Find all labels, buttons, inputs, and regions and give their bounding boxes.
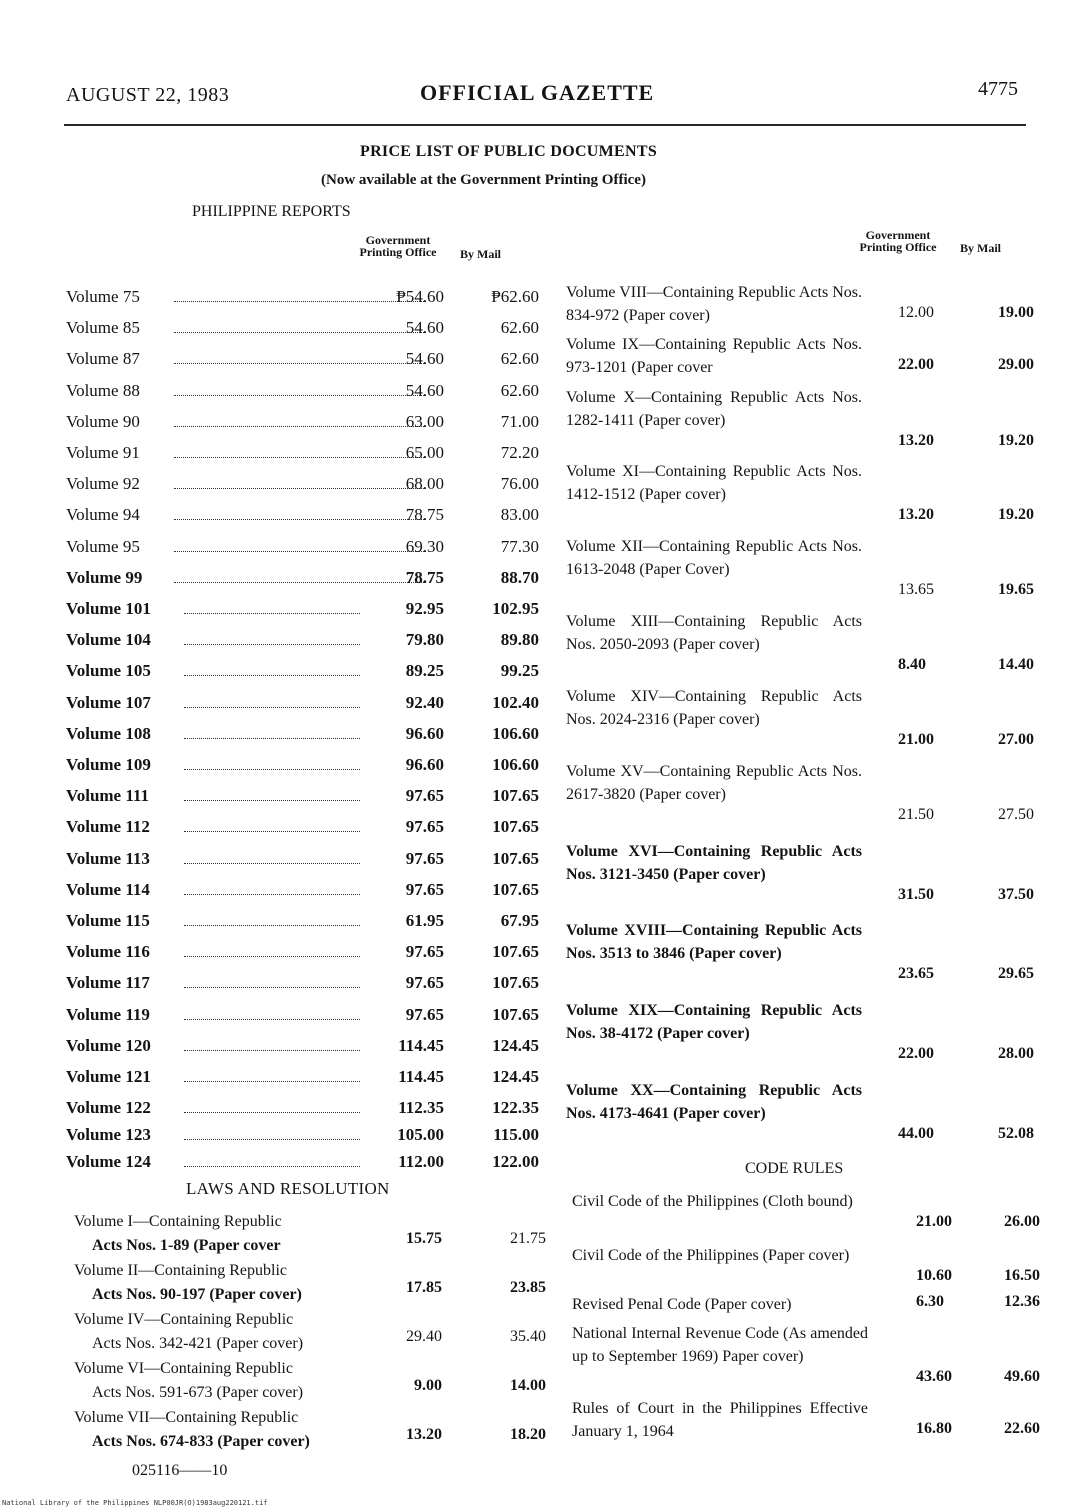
price-mail: 27.50 — [998, 806, 1034, 823]
price-gpo: 15.75 — [406, 1230, 442, 1247]
entry-text: Volume XX—Containing Republic Acts Nos. 4173-4641 (Paper cover) — [566, 1082, 862, 1122]
price-mail: 107.65 — [492, 973, 539, 992]
volume-label: Volume 113 — [66, 849, 150, 868]
volume-row — [66, 630, 551, 660]
price-mail: 76.00 — [500, 474, 539, 493]
dot-leader — [184, 707, 360, 708]
price-gpo: 16.80 — [916, 1420, 952, 1437]
price-mail: 19.20 — [998, 432, 1034, 449]
entry-text: Rules of Court in the Philippines Effective January 1, 1964 — [572, 1400, 868, 1440]
price-mail: 122.00 — [492, 1152, 539, 1171]
col-head-gpo-left: Government Printing Office — [359, 233, 437, 259]
volume-label: Volume 122 — [66, 1098, 151, 1117]
header-date: AUGUST 22, 1983 — [66, 84, 230, 106]
volume-label: Volume 88 — [66, 381, 140, 400]
price-gpo: 23.65 — [898, 965, 934, 982]
code-rules-entry — [572, 1190, 1042, 1236]
price-mail: 49.60 — [1004, 1368, 1040, 1385]
dot-leader — [174, 301, 426, 302]
price-gpo: 9.00 — [414, 1377, 442, 1394]
volume-label: Volume 101 — [66, 599, 151, 618]
price-gpo: 63.00 — [405, 412, 444, 431]
code-rules-entry — [572, 1244, 1042, 1290]
volume-row — [66, 1067, 551, 1097]
price-gpo: 22.00 — [898, 1045, 934, 1062]
price-gpo: 13.65 — [898, 581, 934, 598]
price-mail: 71.00 — [500, 412, 539, 431]
laws-entry — [74, 1406, 554, 1454]
price-mail: 19.65 — [998, 581, 1034, 598]
entry-text: Volume X—Containing Republic Acts Nos. 1282-1411 (Paper cover) — [566, 389, 862, 429]
volume-label: Volume 87 — [66, 349, 140, 368]
price-mail: 88.70 — [500, 568, 539, 587]
volume-label: Volume 112 — [66, 817, 150, 836]
dot-leader — [184, 644, 360, 645]
laws-entry-line2: Acts Nos. 591-673 (Paper cover) — [92, 1384, 304, 1401]
price-mail: 35.40 — [510, 1328, 546, 1345]
entry-text: Volume XVI—Containing Republic Acts Nos. 3121-3450 (Paper cover) — [566, 843, 862, 883]
volume-row — [66, 381, 551, 411]
entry-text: Volume XV—Containing Republic Acts Nos. 2617-3820 (Paper cover) — [566, 763, 862, 803]
price-mail: 52.08 — [998, 1125, 1034, 1142]
dot-leader — [174, 363, 426, 364]
volume-row — [66, 849, 551, 879]
price-mail: 124.45 — [492, 1067, 539, 1086]
price-gpo: 97.65 — [405, 973, 444, 992]
price-mail: 107.65 — [492, 849, 539, 868]
dot-leader — [184, 738, 360, 739]
price-gpo: 12.00 — [898, 304, 934, 321]
republic-acts-entry — [566, 460, 1036, 529]
laws-entry — [74, 1210, 554, 1258]
price-mail: 22.60 — [1004, 1420, 1040, 1437]
volume-label: Volume 119 — [66, 1005, 150, 1024]
dot-leader — [174, 519, 426, 520]
dot-leader — [184, 987, 360, 988]
volume-label: Volume 115 — [66, 911, 150, 930]
price-mail: 102.95 — [492, 599, 539, 618]
price-gpo: 17.85 — [406, 1279, 442, 1296]
price-gpo: 96.60 — [405, 755, 444, 774]
volume-row — [66, 349, 551, 379]
price-mail: 106.60 — [492, 755, 539, 774]
volume-row — [66, 412, 551, 442]
entry-text: Volume XIV—Containing Republic Acts Nos. 2024-2316 (Paper cover) — [566, 688, 862, 728]
volume-row — [66, 1005, 551, 1035]
price-mail: 62.60 — [500, 349, 539, 368]
price-gpo: 10.60 — [916, 1267, 952, 1284]
price-mail: 26.00 — [1004, 1213, 1040, 1230]
volume-label: Volume 107 — [66, 693, 151, 712]
dot-leader — [184, 675, 360, 676]
volume-label: Volume 90 — [66, 412, 140, 431]
republic-acts-entry — [566, 281, 1036, 327]
entry-text: Volume XI—Containing Republic Acts Nos. 1412-1512 (Paper cover) — [566, 463, 862, 503]
price-gpo: 114.45 — [398, 1036, 444, 1055]
entry-text: Volume XIX—Containing Republic Acts Nos. 38-4172 (Paper cover) — [566, 1002, 862, 1042]
dot-leader — [184, 894, 360, 895]
republic-acts-entry — [566, 919, 1036, 988]
laws-entry-line2: Acts Nos. 1-89 (Paper cover — [92, 1237, 281, 1254]
price-mail: 106.60 — [492, 724, 539, 743]
price-gpo: 6.30 — [916, 1293, 944, 1310]
republic-acts-entry — [566, 535, 1036, 604]
price-mail: 124.45 — [492, 1036, 539, 1055]
price-mail: 28.00 — [998, 1045, 1034, 1062]
price-gpo: 69.30 — [405, 537, 444, 556]
price-gpo: 13.20 — [406, 1426, 442, 1443]
price-gpo: 89.25 — [405, 661, 444, 680]
entry-text: Volume IX—Containing Republic Acts Nos. 973-1201 (Paper cover — [566, 336, 862, 376]
section-philippine-reports: PHILIPPINE REPORTS — [192, 203, 351, 220]
price-gpo: 68.00 — [405, 474, 444, 493]
volume-row — [66, 568, 551, 598]
price-gpo: 79.80 — [405, 630, 444, 649]
volume-row — [66, 661, 551, 691]
price-gpo: 112.35 — [398, 1098, 444, 1117]
entry-text: Revised Penal Code (Paper cover) — [572, 1296, 792, 1313]
price-mail: 107.65 — [492, 880, 539, 899]
price-gpo: 44.00 — [898, 1125, 934, 1142]
volume-label: Volume 108 — [66, 724, 151, 743]
volume-row — [66, 1125, 551, 1155]
code-rules-entry — [572, 1397, 1042, 1443]
volume-row — [66, 880, 551, 910]
price-gpo: 97.65 — [405, 1005, 444, 1024]
dot-leader — [174, 582, 426, 583]
volume-row — [66, 443, 551, 473]
dot-leader — [174, 395, 426, 396]
price-mail: 14.00 — [510, 1377, 546, 1394]
document-subtitle: (Now available at the Government Printing Office) — [321, 172, 646, 188]
section-laws-and-resolution: LAWS AND RESOLUTION — [186, 1179, 390, 1198]
volume-row — [66, 287, 551, 317]
volume-label: Volume 75 — [66, 287, 140, 306]
republic-acts-entry — [566, 760, 1036, 829]
price-gpo: 61.95 — [405, 911, 444, 930]
price-gpo: 92.40 — [405, 693, 444, 712]
price-gpo: 114.45 — [398, 1067, 444, 1086]
volume-label: Volume 85 — [66, 318, 140, 337]
laws-entry — [74, 1357, 554, 1405]
price-gpo: 21.50 — [898, 806, 934, 823]
price-mail: 115.00 — [493, 1125, 539, 1144]
price-gpo: 78.75 — [405, 505, 444, 524]
price-mail: 107.65 — [492, 942, 539, 961]
dot-leader — [184, 1166, 360, 1167]
volume-label: Volume 116 — [66, 942, 150, 961]
volume-row — [66, 318, 551, 348]
volume-row — [66, 911, 551, 941]
republic-acts-entry — [566, 1079, 1036, 1148]
price-gpo: 65.00 — [405, 443, 444, 462]
price-mail: 72.20 — [500, 443, 539, 462]
laws-entry-line1: Volume VI—Containing Republic — [74, 1360, 293, 1377]
laws-entry-line1: Volume VII—Containing Republic — [74, 1409, 299, 1426]
volume-row — [66, 817, 551, 847]
volume-row — [66, 537, 551, 567]
volume-row — [66, 1036, 551, 1066]
price-mail: 62.60 — [500, 318, 539, 337]
price-mail: 107.65 — [492, 786, 539, 805]
dot-leader — [174, 551, 426, 552]
price-mail: 99.25 — [500, 661, 539, 680]
volume-row — [66, 786, 551, 816]
price-mail: 29.65 — [998, 965, 1034, 982]
price-mail: 21.75 — [510, 1230, 546, 1247]
price-gpo: 21.00 — [898, 731, 934, 748]
volume-label: Volume 111 — [66, 786, 149, 805]
price-mail: 18.20 — [510, 1426, 546, 1443]
volume-label: Volume 95 — [66, 537, 140, 556]
document-title: PRICE LIST OF PUBLIC DOCUMENTS — [360, 143, 658, 160]
price-gpo: 97.65 — [405, 942, 444, 961]
entry-text: Volume VIII—Containing Republic Acts Nos. 834-972 (Paper cover) — [566, 284, 862, 324]
laws-entry-line1: Volume I—Containing Republic — [74, 1213, 282, 1230]
price-mail: 77.30 — [500, 537, 539, 556]
price-mail: ₱62.60 — [491, 287, 539, 306]
dot-leader — [174, 426, 426, 427]
volume-label: Volume 105 — [66, 661, 151, 680]
price-gpo: 96.60 — [405, 724, 444, 743]
scan-source-line: National Library of the Philippines NLP00JR(O)1983aug220121.tif — [2, 1499, 268, 1507]
price-gpo: 13.20 — [898, 506, 934, 523]
code-rules-entry — [572, 1322, 1042, 1391]
price-gpo: 97.65 — [405, 880, 444, 899]
price-mail: 27.00 — [998, 731, 1034, 748]
col-head-gpo-right: Government Printing Office — [859, 228, 937, 254]
laws-entry-line2: Acts Nos. 674-833 (Paper cover) — [92, 1433, 310, 1450]
volume-label: Volume 94 — [66, 505, 140, 524]
price-mail: 83.00 — [500, 505, 539, 524]
entry-text: Volume XVIII—Containing Republic Acts Nos. 3513 to 3846 (Paper cover) — [566, 922, 862, 962]
price-gpo: 43.60 — [916, 1368, 952, 1385]
price-gpo: 97.65 — [405, 849, 444, 868]
entry-text: National Internal Revenue Code (As amended up to September 1969) Paper cover) — [572, 1325, 868, 1365]
dot-leader — [174, 332, 426, 333]
price-gpo: 112.00 — [398, 1152, 444, 1171]
price-gpo: 78.75 — [405, 568, 444, 587]
republic-acts-entry — [566, 333, 1036, 379]
price-mail: 102.40 — [492, 693, 539, 712]
entry-text: Volume XIII—Containing Republic Acts Nos. 2050-2093 (Paper cover) — [566, 613, 862, 653]
volume-row — [66, 724, 551, 754]
price-gpo: 54.60 — [405, 318, 444, 337]
dot-leader — [184, 613, 360, 614]
dot-leader — [184, 1112, 360, 1113]
price-mail: 16.50 — [1004, 1267, 1040, 1284]
col-head-mail-right: By Mail — [960, 241, 1001, 255]
price-mail: 23.85 — [510, 1279, 546, 1296]
price-mail: 29.00 — [998, 356, 1034, 373]
volume-label: Volume 124 — [66, 1152, 151, 1171]
entry-text: Civil Code of the Philippines (Cloth bound) — [572, 1193, 853, 1210]
price-gpo: 31.50 — [898, 886, 934, 903]
code-rules-entry — [572, 1293, 1042, 1316]
republic-acts-entry — [566, 610, 1036, 679]
dot-leader — [174, 457, 426, 458]
laws-entry-line1: Volume IV—Containing Republic — [74, 1311, 294, 1328]
volume-label: Volume 121 — [66, 1067, 151, 1086]
price-gpo: 97.65 — [405, 817, 444, 836]
volume-label: Volume 117 — [66, 973, 150, 992]
volume-row — [66, 1098, 551, 1128]
dot-leader — [184, 800, 360, 801]
price-gpo: 21.00 — [916, 1213, 952, 1230]
section-code-rules: CODE RULES — [745, 1160, 844, 1177]
price-gpo: 22.00 — [898, 356, 934, 373]
dot-leader — [184, 1050, 360, 1051]
volume-row — [66, 1152, 551, 1182]
price-mail: 37.50 — [998, 886, 1034, 903]
price-gpo: 8.40 — [898, 656, 926, 673]
dot-leader — [184, 1019, 360, 1020]
laws-entry — [74, 1308, 554, 1356]
republic-acts-entry — [566, 840, 1036, 909]
price-mail: 14.40 — [998, 656, 1034, 673]
price-mail: 107.65 — [492, 1005, 539, 1024]
dot-leader — [184, 956, 360, 957]
dot-leader — [184, 863, 360, 864]
laws-entry-line2: Acts Nos. 342-421 (Paper cover) — [92, 1335, 304, 1352]
dot-leader — [184, 1081, 360, 1082]
price-gpo: 97.65 — [405, 786, 444, 805]
price-gpo: 13.20 — [898, 432, 934, 449]
laws-entry-line2: Acts Nos. 90-197 (Paper cover) — [92, 1286, 302, 1303]
dot-leader — [184, 831, 360, 832]
volume-row — [66, 599, 551, 629]
price-mail: 67.95 — [500, 911, 539, 930]
republic-acts-entry — [566, 999, 1036, 1068]
laws-entry — [74, 1259, 554, 1307]
volume-label: Volume 120 — [66, 1036, 151, 1055]
price-mail: 122.35 — [492, 1098, 539, 1117]
volume-row — [66, 505, 551, 535]
entry-text: Volume XII—Containing Republic Acts Nos. 1613-2048 (Paper Cover) — [566, 538, 862, 578]
dot-leader — [184, 1139, 360, 1140]
volume-row — [66, 942, 551, 972]
dot-leader — [184, 769, 360, 770]
republic-acts-entry — [566, 685, 1036, 754]
price-gpo: 54.60 — [405, 381, 444, 400]
laws-entry-line1: Volume II—Containing Republic — [74, 1262, 288, 1279]
price-mail: 12.36 — [1004, 1293, 1040, 1310]
price-gpo: ₱54.60 — [396, 287, 444, 306]
republic-acts-entry — [566, 386, 1036, 455]
price-gpo: 54.60 — [405, 349, 444, 368]
price-mail: 89.80 — [500, 630, 539, 649]
volume-label: Volume 123 — [66, 1125, 151, 1144]
dot-leader — [184, 925, 360, 926]
price-mail: 19.20 — [998, 506, 1034, 523]
footer-code: 025116——10 — [132, 1462, 228, 1479]
gazette-title: OFFICIAL GAZETTE — [420, 80, 655, 105]
volume-label: Volume 91 — [66, 443, 140, 462]
volume-label: Volume 109 — [66, 755, 151, 774]
price-gpo: 92.95 — [405, 599, 444, 618]
volume-label: Volume 104 — [66, 630, 151, 649]
volume-label: Volume 99 — [66, 568, 143, 587]
volume-label: Volume 92 — [66, 474, 140, 493]
page-number: 4775 — [978, 78, 1018, 100]
price-gpo: 105.00 — [397, 1125, 444, 1144]
price-mail: 62.60 — [500, 381, 539, 400]
volume-row — [66, 755, 551, 785]
price-mail: 19.00 — [998, 304, 1034, 321]
volume-row — [66, 474, 551, 504]
volume-label: Volume 114 — [66, 880, 150, 899]
price-mail: 107.65 — [492, 817, 539, 836]
price-gpo: 29.40 — [406, 1328, 442, 1345]
volume-row — [66, 693, 551, 723]
volume-row — [66, 973, 551, 1003]
header-rule — [64, 124, 1026, 126]
col-head-mail-left: By Mail — [460, 247, 501, 261]
dot-leader — [174, 488, 426, 489]
entry-text: Civil Code of the Philippines (Paper cover) — [572, 1247, 850, 1264]
